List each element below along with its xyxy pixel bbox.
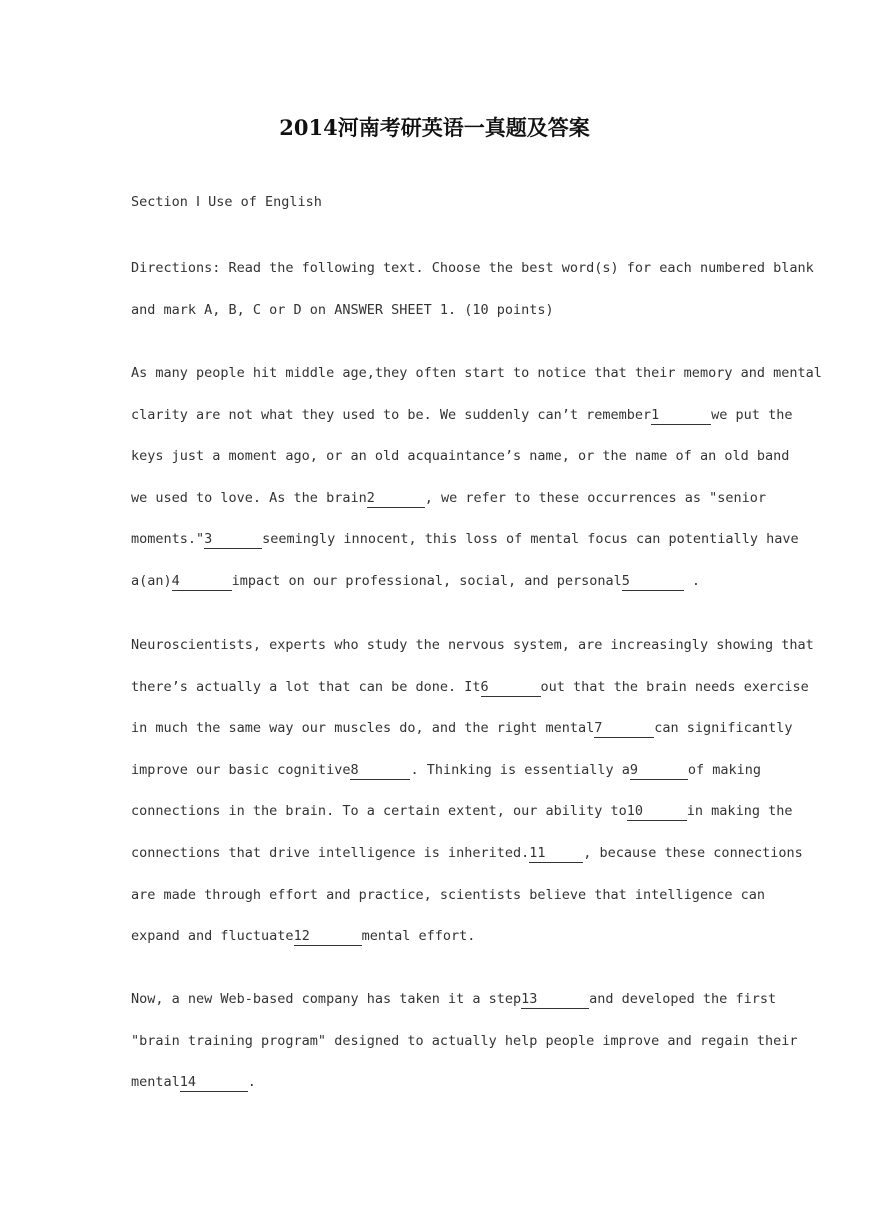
text-line: Neuroscientists, experts who study the nervous system, are increasingly showing that [131,637,814,653]
blank-11[interactable]: 11 [529,845,583,863]
text-line: we used to love. As the brain2 , we refer to these occurrences as "senior [131,489,767,506]
text-line: connections that drive intelligence is inherited.11 , because these connections [131,844,803,861]
text-line: connections in the brain. To a certain extent, our ability to10 in making the [131,803,793,820]
page-title: 2014河南考研英语一真题及答案 [279,115,590,140]
text-line: a(an)4 impact on our professional, social, and personal5 . [131,572,701,589]
directions-line: and mark A, B, C or D on ANSWER SHEET 1. (10 points) [131,301,554,318]
text-line: keys just a moment ago, or an old acquaintance’s name, or the name of an old band [131,448,790,465]
text-line: mental14 . [131,1074,256,1091]
blank-10[interactable]: 10 [627,803,687,821]
text-line: improve our basic cognitive8 . Thinking is essentially a9 of making [131,761,762,778]
text-line: As many people hit middle age,they often start to notice that their memory and mental [131,365,822,381]
blank-14[interactable]: 14 [180,1074,248,1092]
blank-13[interactable]: 13 [521,991,589,1009]
directions [131,257,814,340]
blank-1[interactable]: 1 [651,407,711,425]
paragraph-2 [131,634,814,967]
text-line: "brain training program" designed to actually help people improve and regain their [131,1032,798,1049]
directions-line: Directions: Read the following text. Choose the best word(s) for each numbered blank [131,260,814,276]
text-line: moments."3 seemingly innocent, this loss of mental focus can potentially have [131,531,799,548]
blank-8[interactable]: 8 [350,762,410,780]
blank-12[interactable]: 12 [294,928,362,946]
text-line: are made through effort and practice, scientists believe that intelligence can [131,886,765,903]
blank-6[interactable]: 6 [481,679,541,697]
text-line: there’s actually a lot that can be done. It6 out that the brain needs exercise [131,678,809,695]
text-line: expand and fluctuate12 mental effort. [131,928,476,945]
blank-5[interactable]: 5 [622,573,684,591]
text-line: Now, a new Web-based company has taken it a step13 and developed the first [131,991,777,1007]
blank-7[interactable]: 7 [594,720,654,738]
blank-2[interactable]: 2 [367,490,425,508]
text-line: in much the same way our muscles do, and the right mental7 can significantly [131,720,793,737]
blank-3[interactable]: 3 [204,531,262,549]
blank-9[interactable]: 9 [630,762,688,780]
paragraph-1 [131,362,822,612]
section-heading: Section Ⅰ Use of English [131,194,322,210]
paragraph-3 [131,988,798,1113]
text-line: clarity are not what they used to be. We suddenly can’t remember1 we put the [131,406,793,423]
blank-4[interactable]: 4 [172,573,232,591]
